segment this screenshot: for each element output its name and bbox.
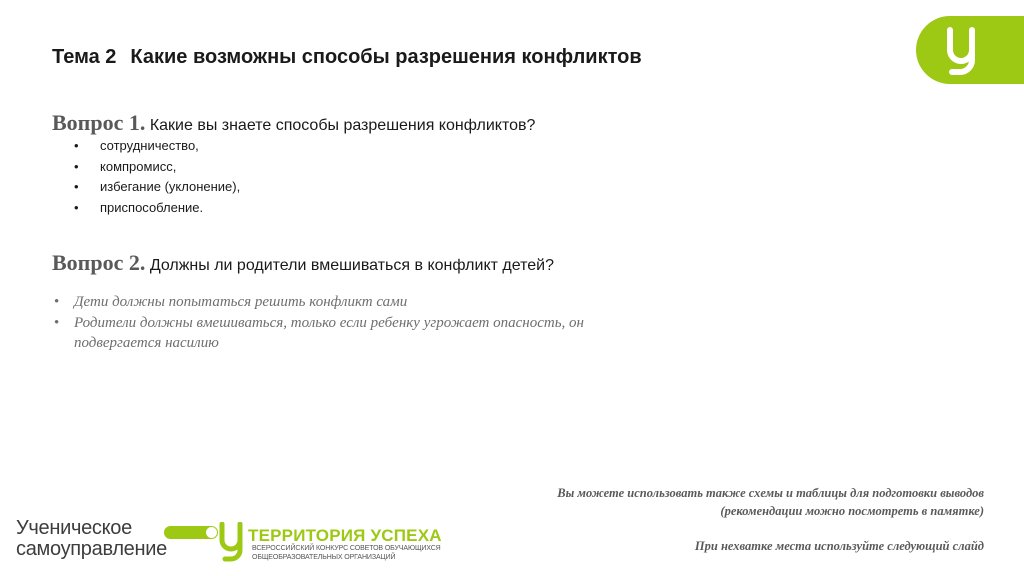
- territory-subtitle-2: ОБЩЕОБРАЗОВАТЕЛЬНЫХ ОРГАНИЗАЦИЙ: [252, 554, 396, 561]
- territory-title: ТЕРРИТОРИЯ УСПЕХА: [248, 526, 442, 545]
- student-government-logo: [16, 518, 167, 560]
- u-letter-logo-icon: [218, 522, 246, 562]
- corner-logo: [916, 16, 1024, 84]
- toggle-pill-icon: [164, 526, 218, 539]
- list-item: • избегание (уклонение),: [72, 177, 240, 198]
- logo-line-1: Ученическое: [16, 517, 132, 539]
- topic-title-text: Какие возможны способы разрешения конфликтов: [130, 46, 642, 68]
- topic-number: Тема 2: [52, 46, 117, 68]
- list-item: • Дети должны попытаться решить конфликт сами: [52, 292, 652, 313]
- hint-note: [557, 484, 984, 520]
- question-2: [52, 250, 554, 276]
- list-item: • Родители должны вмешиваться, только если ребенку угрожает опасность, он подвергается насилию: [52, 313, 652, 354]
- question-2-answers: [52, 292, 652, 354]
- question-1-label: Вопрос 1.: [52, 110, 146, 135]
- list-item: • компромисс,: [72, 157, 240, 178]
- question-2-label: Вопрос 2.: [52, 250, 146, 275]
- hint-line-2: (рекомендации можно посмотреть в памятке): [720, 504, 984, 518]
- list-item: • сотрудничество,: [72, 136, 240, 157]
- logo-line-2: самоуправление: [16, 538, 167, 560]
- next-slide-note: При нехватке места используйте следующий слайд: [694, 539, 984, 553]
- question-2-text: Должны ли родители вмешиваться в конфликт детей?: [149, 257, 554, 274]
- u-letter-logo-icon: [916, 16, 984, 84]
- hint-line-1: Вы можете использовать также схемы и таблицы для подготовки выводов: [557, 486, 984, 500]
- territory-subtitle-1: ВСЕРОССИЙСКИЙ КОНКУРС СОВЕТОВ ОБУЧАЮЩИХСЯ: [252, 545, 441, 552]
- territory-subtitle: [252, 544, 441, 562]
- list-item: • приспособление.: [72, 198, 240, 219]
- question-1-text: Какие вы знаете способы разрешения конфликтов?: [149, 117, 536, 134]
- slide-title: [52, 42, 672, 72]
- question-1-answers: [72, 136, 240, 218]
- question-1: [52, 110, 535, 136]
